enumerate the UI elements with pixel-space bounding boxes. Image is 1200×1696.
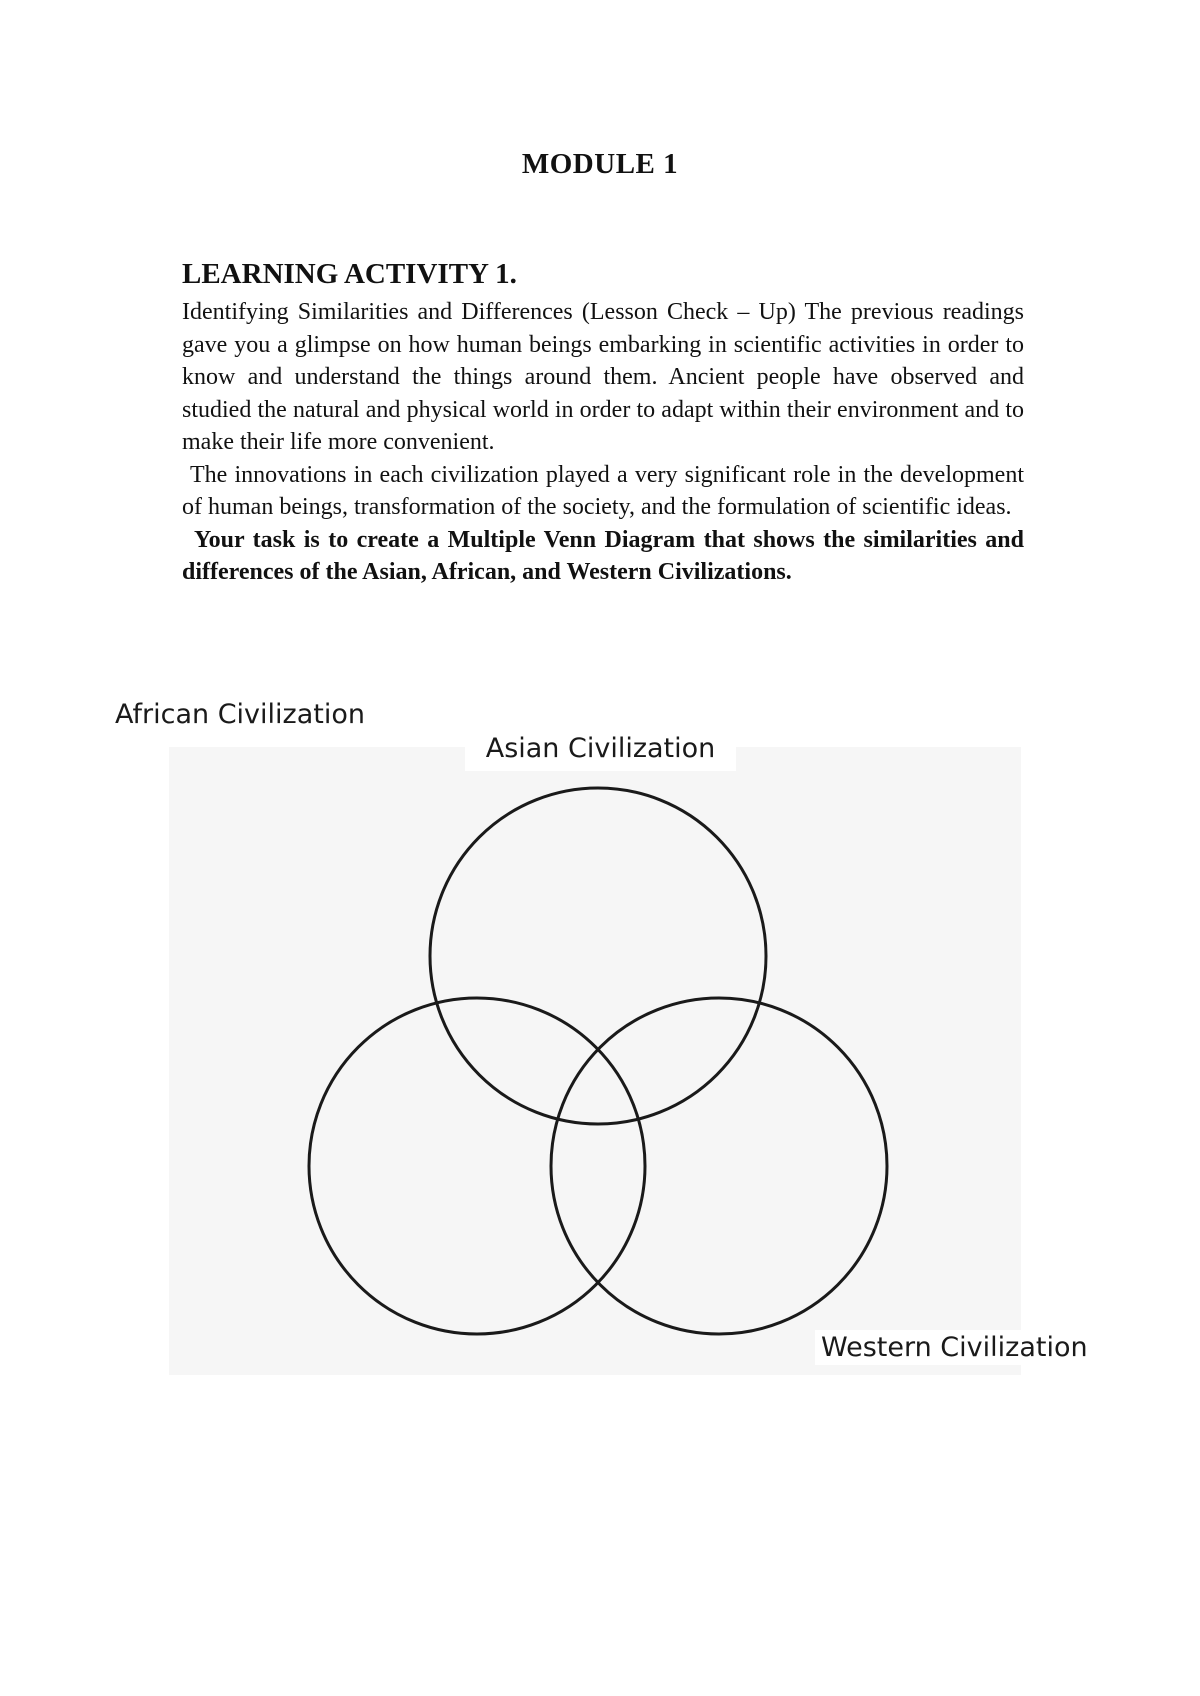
task-paragraph: Your task is to create a Multiple Venn Diagram that shows the similarities and differences of the Asian, African, and Western Civilizations. bbox=[182, 526, 1024, 585]
module-title: MODULE 1 bbox=[521, 148, 679, 180]
activity-title: LEARNING ACTIVITY 1. bbox=[182, 258, 517, 290]
venn-diagram-background bbox=[169, 747, 1021, 1375]
activity-instructions bbox=[182, 296, 1024, 589]
asian-civilization-label: Asian Civilization bbox=[465, 727, 736, 771]
innovations-paragraph: The innovations in each civilization played a very significant role in the development of human beings, transformation of the society, and the formulation of scientific ideas. bbox=[182, 461, 1024, 520]
african-civilization-label: African Civilization bbox=[111, 697, 369, 732]
intro-paragraph: Identifying Similarities and Differences (Lesson Check – Up) The previous readings gave you a glimpse on how human beings embarking in scientific activities in order to know and understand the things around them. Ancient people have observed and studied the natural and physical world in order to adapt within their environment and to make their life more convenient. bbox=[182, 299, 1024, 455]
western-civilization-label: Western Civilization bbox=[815, 1330, 1094, 1365]
